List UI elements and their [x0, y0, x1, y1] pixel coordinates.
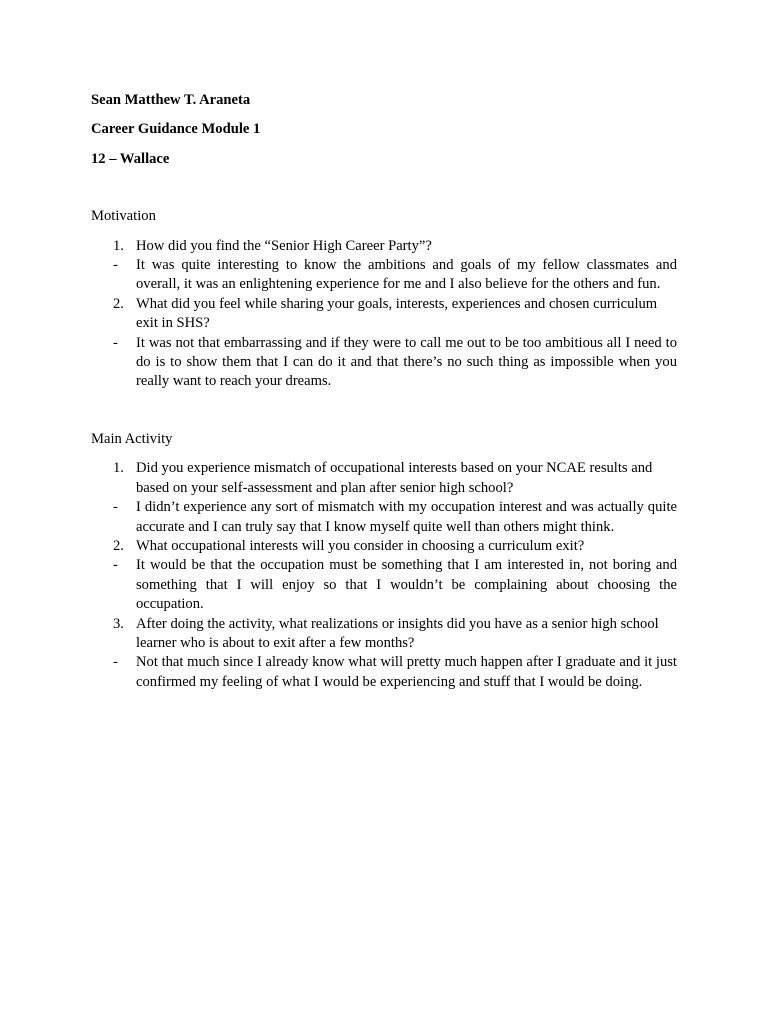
list-item — [91, 459, 677, 498]
list-marker: - — [113, 557, 118, 574]
list-item — [91, 237, 677, 256]
list-marker: 2. — [113, 537, 124, 554]
list-item — [91, 556, 677, 614]
motivation-heading: Motivation — [91, 208, 156, 225]
question-text: After doing the activity, what realizations or insights did you have as a senior high school learner who is about to exit after a few months? — [136, 615, 659, 651]
question-text: Did you experience mismatch of occupational interests based on your NCAE results and based on your self-assessment and plan after senior high school? — [136, 460, 653, 496]
document-page — [91, 91, 677, 692]
list-item — [91, 537, 677, 556]
question-text: What did you feel while sharing your goals, interests, experiences and chosen curriculum exit in SHS? — [136, 295, 658, 332]
answer-text: It would be that the occupation must be something that I am interested in, not boring and something that I will enjoy so that I wouldn’t be complaining about choosing the occupation. — [136, 557, 677, 613]
list-marker: - — [113, 257, 118, 274]
list-item — [91, 295, 677, 334]
list-item — [91, 256, 677, 295]
author-name: Sean Matthew T. Araneta — [91, 92, 251, 108]
module-title: Career Guidance Module 1 — [91, 121, 261, 138]
list-marker: 1. — [113, 237, 124, 254]
list-item — [91, 615, 677, 654]
class-section: 12 – Wallace — [91, 150, 170, 167]
motivation-list — [91, 237, 677, 392]
question-text: How did you find the “Senior High Career Party”? — [136, 237, 432, 254]
list-marker: - — [113, 654, 118, 671]
list-item — [91, 653, 677, 692]
spacer — [91, 179, 677, 207]
main-activity-list — [91, 459, 677, 692]
answer-text: Not that much since I already know what will pretty much happen after I graduate and it just confirmed my feeling of what I would be experiencing and stuff that I would be doing. — [136, 654, 677, 690]
question-text: What occupational interests will you consider in choosing a curriculum exit? — [136, 537, 585, 554]
list-marker: 1. — [113, 460, 124, 477]
answer-text: It was not that embarrassing and if they were to call me out to be too ambitious all I need to do is to show them that I can do it and that there’s no such thing as impossible when you really want to reach your dreams. — [136, 334, 677, 390]
list-item — [91, 498, 677, 537]
main-activity-heading: Main Activity — [91, 430, 173, 447]
list-marker: - — [113, 499, 118, 516]
list-marker: 3. — [113, 615, 124, 632]
list-marker: - — [113, 334, 118, 351]
answer-text: It was quite interesting to know the ambitions and goals of my fellow classmates and overall, it was an enlightening experience for me and I also believe for the others and fun. — [136, 257, 677, 293]
answer-text: I didn’t experience any sort of mismatch with my occupation interest and was actually quite accurate and I can truly say that I know myself quite well than others might think. — [136, 499, 677, 535]
list-item — [91, 334, 677, 392]
list-marker: 2. — [113, 295, 124, 312]
spacer — [91, 392, 677, 430]
